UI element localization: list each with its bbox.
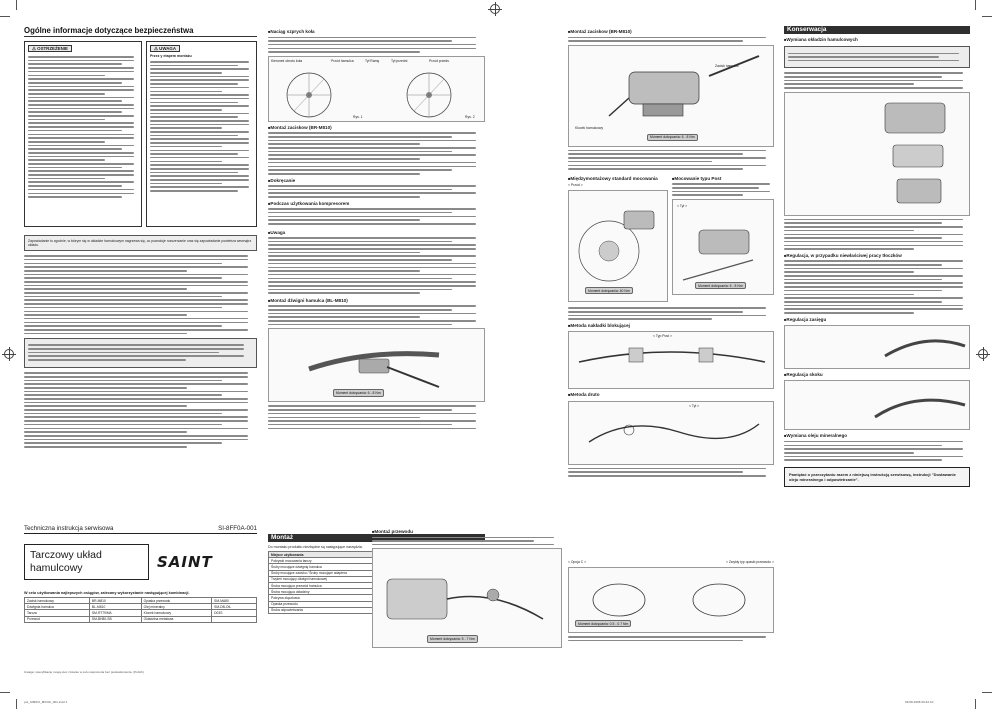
uwaga-label-text: UWAGA [159, 46, 176, 51]
brand-logo: SAINT [157, 553, 213, 571]
section-heading: ■ Montaż przewodu [372, 529, 562, 534]
pad-note [784, 46, 970, 68]
torque-badge: Moment dokręcania: 6 - 8 Nm [647, 134, 698, 141]
crop-mark [982, 16, 992, 17]
table-cell: BL-M810 [89, 604, 141, 610]
table-cell: Zacisk hamulcowy [25, 598, 90, 604]
table-cell: Trzpień mocujący dźwigni hamulcowej [269, 576, 395, 582]
spoke-label: Tył Ramę [365, 58, 380, 63]
pad-figure [784, 92, 970, 216]
product-title: Tarczowy układ hamulcowy [24, 544, 149, 580]
section-heading: ■ Regulacja zasięgu [784, 317, 970, 322]
torque-badge: Moment dokręcania: 6 - 8 Nm [695, 282, 746, 289]
spoke-label: Przód hamulca [331, 58, 354, 63]
torque-badge: Moment dokręcania: 0.5 - 0.7 Nm [575, 620, 631, 627]
manual-title: Techniczna instrukcja serwisowa [24, 525, 114, 532]
torque-badge: Moment dokręcania: 40 Nm [585, 287, 633, 294]
rear-label: < Tył > [689, 403, 700, 408]
spoke-figure [268, 56, 485, 122]
spoke-label: Przód przeds [429, 58, 449, 63]
section-heading: ■ Wymiana oleju mineralnego [784, 433, 970, 438]
pad-replacement-diagram [785, 93, 969, 217]
spoke-label: Rys. 2 [465, 114, 475, 119]
section-heading: ■ Regulacja, w przypadku niewłaściwej pracy tłoczków [784, 253, 970, 258]
reach-figure [784, 325, 970, 369]
section-heading: ■ Dokręcanie [268, 178, 485, 183]
safety-body [24, 255, 257, 334]
hose-block [372, 526, 562, 651]
table-cell: Olej mineralny [141, 604, 212, 610]
opcja-c-label: < Opcja C > [568, 560, 587, 564]
section-heading: ■ Podczas użytkowania kompresorem [268, 201, 485, 206]
crop-mark [975, 699, 976, 709]
manual-code: SI-8FF0A-001 [218, 525, 257, 532]
section-heading: ■ Wymiana okładzin hamulcowych [784, 37, 970, 42]
info-box [24, 338, 257, 368]
tools-intro: Do montażu produktu niezbędne są następujące narzędzia. [268, 545, 363, 549]
caliper-figure [568, 45, 774, 147]
table-cell: Opaska przewodu [269, 601, 395, 607]
wire-method-diagram [569, 402, 773, 466]
footer-note: Uwaga: specyfikacje mogą ulec zmianie w celu ulepszenia bez powiadomienia. (Polish) [24, 670, 144, 674]
stroke-figure [784, 380, 970, 430]
footer-file: pol_SI8FF0_8FF0A_001.indd 1 [24, 700, 68, 704]
table-cell [212, 616, 257, 622]
hose-figure [372, 548, 562, 648]
montaz-header: Montaż [268, 534, 485, 542]
band-figure [568, 567, 774, 633]
safety-body-2 [24, 372, 257, 447]
warning-label-text: OSTRZEŻENIE [37, 46, 68, 51]
table-row [25, 616, 257, 622]
table-cell: Okładzina metalowa [141, 616, 212, 622]
section-heading: ■ Montaż dźwigni hamulca (BL-M810) [268, 298, 485, 303]
table-cell: BR-M810 [89, 598, 141, 604]
section-heading: ■ Uwaga [268, 230, 485, 235]
table-cell: Śruba mocująca okładziny [269, 589, 395, 595]
table-cell: Śruba mocująca przewód hamulca [269, 582, 395, 588]
typ-post-label: < Typ Post > [653, 334, 672, 339]
stroke-diagram [785, 381, 969, 431]
zwykly-label: < Zwykły typ opaski przewodu > [725, 560, 774, 564]
table-cell: SM-RT79/M/L [89, 610, 141, 616]
warning-box [24, 41, 142, 227]
kmt-notice-text: Zapowiadanie to zgodnie, w którym się w układzie hamulcowym nagrzewa się, co powoduje rozszerzanie oraz się zapowiadanie powietrza wewnątrz układu. [28, 239, 252, 248]
torque-badge: Moment dokręcania: 5 - 7 Nm [427, 635, 478, 642]
table-cell: Śruba odpowietrzania [269, 607, 395, 613]
crop-mark [975, 0, 976, 10]
final-note: Pamiętać o przeczytaniu razem z niniejszą instrukcją serwisową, instrukcji "Dostawanie oleju mineralnego i odpowietrzanie". [784, 467, 970, 487]
front-label: < Przód > [568, 183, 583, 188]
table-cell: Dźwignia hamulca [25, 604, 90, 610]
uwaga-subheading: Przez y etapem montażu [150, 54, 192, 58]
standard-mount-figure [568, 190, 668, 302]
kmt-notice [24, 235, 257, 251]
registration-mark-left [4, 349, 14, 359]
spoke-label: Rys. 1 [353, 114, 363, 119]
table-cell: SM-BH80-SB [89, 616, 141, 622]
section-heading: ■ Metoda druto [568, 392, 774, 397]
section-heading: ■ Metoda nakładki blokującej [568, 323, 774, 328]
table-cell: Przewód [25, 616, 90, 622]
column-safety [24, 26, 257, 450]
section-heading: ■ Naciąg szprych koła [268, 29, 485, 34]
wire-figure [568, 401, 774, 465]
uwaga-label: ⚠ UWAGA [150, 45, 180, 52]
rear-label: < Tył > [677, 203, 688, 208]
caliper-label: Zacisk hamulca [715, 63, 739, 68]
crop-mark [0, 16, 10, 17]
table-cell: SM-DB-OIL [212, 604, 257, 610]
table-cell: Śruby mocujące dźwignię hamulca [269, 564, 395, 570]
table-cell: Tarcza [25, 610, 90, 616]
table-header: Miejsce użytkowania [269, 552, 395, 558]
section-heading: ■ Montaż zaciskow (BR-M810) [268, 125, 485, 130]
table-cell: SM-MA80 [212, 598, 257, 604]
safety-title: Ogólne informacje dotyczące bezpieczeństwa [24, 26, 257, 37]
crop-mark [16, 0, 17, 10]
column-maintenance [784, 26, 970, 487]
registration-mark-top [490, 4, 500, 14]
post-mount-figure [672, 199, 774, 295]
registration-mark-right [978, 349, 988, 359]
crop-mark [16, 699, 17, 709]
combo-table [24, 597, 257, 623]
konserwacja-header: Konserwacja [784, 26, 970, 34]
caliper-diagram [569, 46, 773, 148]
torque-badge: Moment dokręcania: 6 - 8 Nm [333, 389, 384, 396]
title-block [24, 525, 257, 623]
hose-diagram [373, 549, 561, 649]
hose-right-block [568, 560, 774, 643]
warning-label: ⚠ OSTRZEŻENIE [28, 45, 72, 52]
clip-figure [568, 331, 774, 389]
table-cell: D03S [212, 610, 257, 616]
section-heading: ■ Montaż zaciskow (BR-M810) [568, 29, 774, 34]
footer-date: 09.08.2008 09:42:10 [905, 700, 934, 704]
table-cell: Śruby mocujące zacisku / Śruby mocujące adaptera [269, 570, 395, 576]
column-spokes [268, 26, 485, 431]
clip-method-diagram [569, 332, 773, 390]
combo-intro: W celu użytkowania najlepszych osiągów, zalecany wykorzystanie następującej kombinacji. [24, 591, 190, 595]
caliper-column [568, 26, 774, 479]
uwaga-box [146, 41, 257, 227]
section-heading: ■ Międzymontażowy standard mocowania [568, 176, 668, 181]
crop-mark [0, 692, 10, 693]
table-cell: Pokrywki mocowania tarczy [269, 558, 395, 564]
crop-mark [982, 692, 992, 693]
wheel-spoke-diagram [269, 57, 484, 123]
section-heading: ■ Regulacja skoku [784, 372, 970, 377]
pad-label: Klocek hamulcowy [575, 125, 604, 130]
table-cell: Opaska przewodu [141, 598, 212, 604]
spoke-label: Tył przedni [391, 58, 408, 63]
lever-figure [268, 328, 485, 402]
table-cell: Pokrywa złączkowa [269, 595, 395, 601]
reach-diagram [785, 326, 969, 370]
spoke-label: Kierunek obrotu koła [271, 58, 303, 63]
table-cell: Klocek hamulcowy [141, 610, 212, 616]
section-heading: ■ Mocowanie typu Post [672, 176, 774, 181]
